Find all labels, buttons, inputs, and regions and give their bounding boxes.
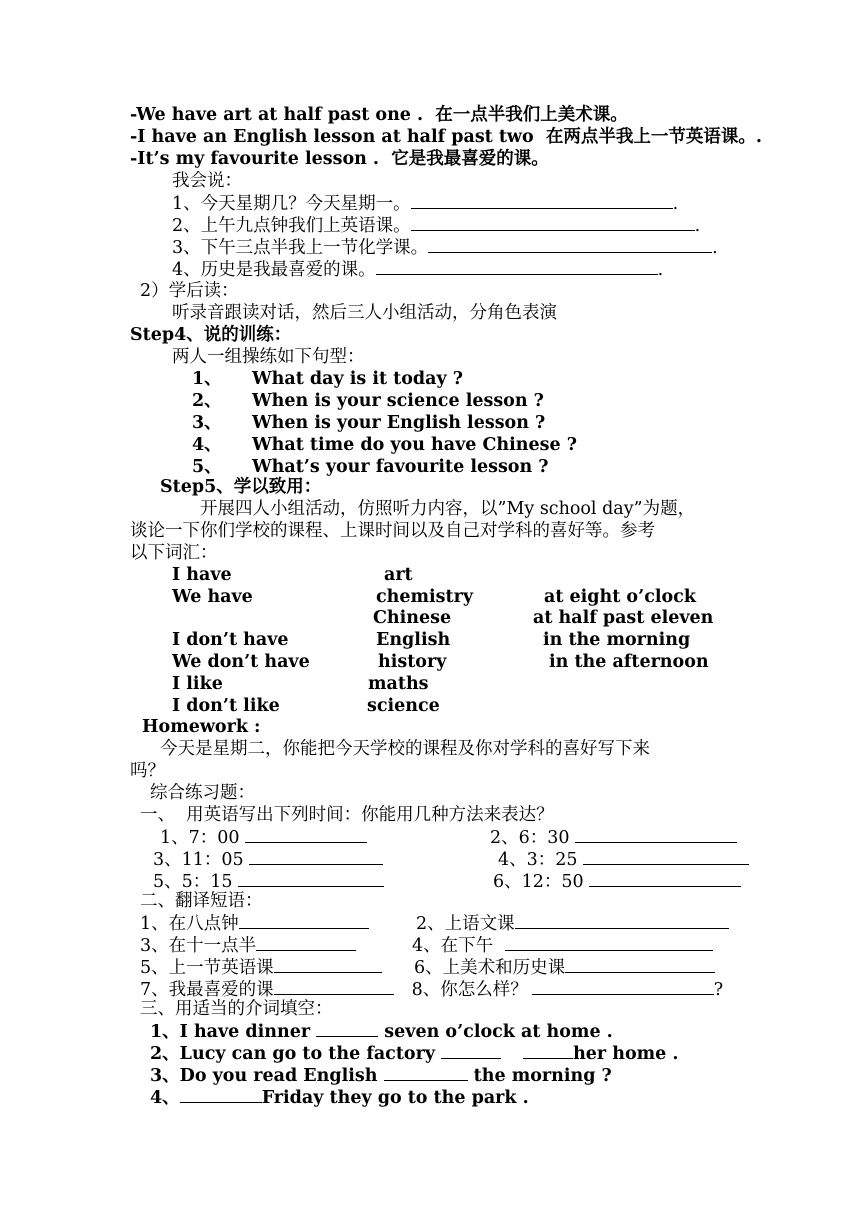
vocab-subject: English	[376, 630, 451, 650]
pattern-number-3: 3、	[192, 413, 222, 433]
answer-blank[interactable]	[316, 1020, 378, 1037]
step5-paragraph-line-2: 谈论一下你们学校的课程、上课时间以及自己对学科的喜好等。参考	[130, 521, 655, 541]
preposition-item-3: 3、Do you read English the morning ?	[150, 1066, 612, 1086]
answer-blank[interactable]	[239, 912, 369, 929]
exercise-2-heading: 二、翻译短语：	[140, 891, 263, 911]
pattern-sentence-5: What’s your favourite lesson ?	[252, 457, 549, 477]
translate-item: 2、上语文课	[416, 912, 729, 935]
preposition-item-4: 4、 Friday they go to the park .	[150, 1088, 529, 1108]
vocab-time: at eight o’clock	[544, 587, 696, 607]
answer-blank[interactable]	[245, 826, 367, 843]
answer-blank[interactable]	[515, 912, 729, 929]
vocab-phrase: We have	[172, 587, 253, 607]
answer-blank[interactable]	[523, 1042, 573, 1059]
vocab-subject: maths	[368, 674, 429, 694]
vocab-phrase: I have	[172, 565, 232, 585]
pattern-number-5: 5、	[192, 457, 222, 477]
answer-blank[interactable]	[376, 258, 658, 275]
answer-blank[interactable]	[180, 1086, 262, 1103]
vocab-phrase: I don’t like	[172, 696, 280, 716]
time-item: 5、5：15	[153, 870, 384, 893]
exercise-1-heading: 一、 用英语写出下列时间：你能用几种方法来表达？	[140, 805, 554, 825]
step4-heading: Step4、说的训练：	[130, 325, 292, 345]
answer-blank[interactable]	[384, 1064, 468, 1081]
time-item: 1、7：00	[160, 826, 367, 849]
answer-blank[interactable]	[505, 934, 713, 951]
speak-item-1: 1、今天星期几？今天星期一。 .	[172, 194, 679, 214]
pattern-sentence-2: When is your science lesson ?	[252, 391, 544, 411]
preposition-item-2: 2、Lucy can go to the factory her home .	[150, 1044, 679, 1064]
answer-blank[interactable]	[249, 848, 383, 865]
answer-blank[interactable]	[411, 192, 673, 209]
answer-blank[interactable]	[274, 956, 382, 973]
vocab-time: in the morning	[543, 630, 691, 650]
answer-blank[interactable]	[411, 214, 695, 231]
exercises-heading: 综合练习题：	[150, 783, 255, 803]
answer-blank[interactable]	[274, 978, 394, 995]
translate-item: 6、上美术和历史课	[414, 956, 715, 979]
read-instruction: 听录音跟读对话，然后三人小组活动，分角色表演	[172, 303, 557, 323]
time-item: 3、11：05	[153, 848, 383, 871]
vocab-time: at half past eleven	[533, 608, 714, 628]
step5-paragraph-line-3: 以下词汇：	[130, 543, 218, 563]
homework-text-line-2: 吗？	[130, 761, 165, 781]
dialogue-line-1: -We have art at half past one . 在一点半我们上美术课。	[130, 105, 628, 125]
vocab-subject: Chinese	[373, 608, 452, 628]
speak-item-2: 2、上午九点钟我们上英语课。 .	[172, 216, 701, 236]
vocab-phrase: We don’t have	[172, 652, 310, 672]
translate-item: 8、你怎么样？ ?	[406, 980, 724, 1000]
time-item: 2、6：30	[490, 826, 737, 849]
exercise-3-heading: 三、用适当的介词填空：	[140, 999, 333, 1019]
pattern-sentence-4: What time do you have Chinese ?	[252, 435, 577, 455]
pattern-sentence-1: What day is it today ?	[252, 369, 463, 389]
answer-blank[interactable]	[238, 870, 384, 887]
section-heading-read: 2）学后读：	[140, 281, 239, 301]
vocab-subject: art	[384, 565, 413, 585]
speak-item-4: 4、历史是我最喜爱的课。 .	[172, 260, 664, 280]
answer-blank[interactable]	[589, 870, 741, 887]
time-item: 6、12：50	[493, 870, 741, 893]
translate-item: 3、在十一点半	[140, 934, 356, 957]
homework-text-line-1: 今天是星期二，你能把今天学校的课程及你对学科的喜好写下来	[160, 739, 650, 759]
answer-blank[interactable]	[428, 236, 712, 253]
step5-heading: Step5、学以致用：	[160, 477, 322, 497]
pattern-number-1: 1、	[192, 369, 222, 389]
answer-blank[interactable]	[575, 826, 737, 843]
dialogue-line-2: -I have an English lesson at half past two 在两点半我上一节英语课。.	[130, 127, 762, 147]
translate-item: 7、我最喜爱的课	[140, 978, 394, 1001]
answer-blank[interactable]	[441, 1042, 501, 1059]
pattern-sentence-3: When is your English lesson ?	[252, 413, 546, 433]
time-item: 4、3：25	[498, 848, 749, 871]
vocab-subject: history	[378, 652, 447, 672]
speak-item-3: 3、下午三点半我上一节化学课。 .	[172, 238, 718, 258]
vocab-phrase: I don’t have	[172, 630, 289, 650]
pattern-number-2: 2、	[192, 391, 222, 411]
answer-blank[interactable]	[256, 934, 356, 951]
answer-blank[interactable]	[583, 848, 749, 865]
dialogue-line-3: -It’s my favourite lesson . 它是我最喜爱的课。	[130, 149, 549, 169]
pattern-number-4: 4、	[192, 435, 222, 455]
answer-blank[interactable]	[532, 978, 714, 995]
homework-heading: Homework :	[142, 717, 261, 737]
answer-blank[interactable]	[565, 956, 715, 973]
translate-item: 5、上一节英语课	[140, 956, 382, 979]
step5-paragraph-line-1: 开展四人小组活动，仿照听力内容，以”My school day”为题，	[200, 499, 696, 519]
vocab-phrase: I like	[172, 674, 223, 694]
section-heading-speak: 我会说：	[172, 171, 242, 191]
translate-item: 4、在下午	[412, 934, 713, 957]
vocab-subject: science	[367, 696, 440, 716]
translate-item: 1、在八点钟	[140, 912, 369, 935]
step4-instruction: 两人一组操练如下句型：	[172, 347, 365, 367]
vocab-time: in the afternoon	[549, 652, 709, 672]
vocab-subject: chemistry	[376, 587, 474, 607]
preposition-item-1: 1、I have dinner seven o’clock at home .	[150, 1022, 613, 1042]
